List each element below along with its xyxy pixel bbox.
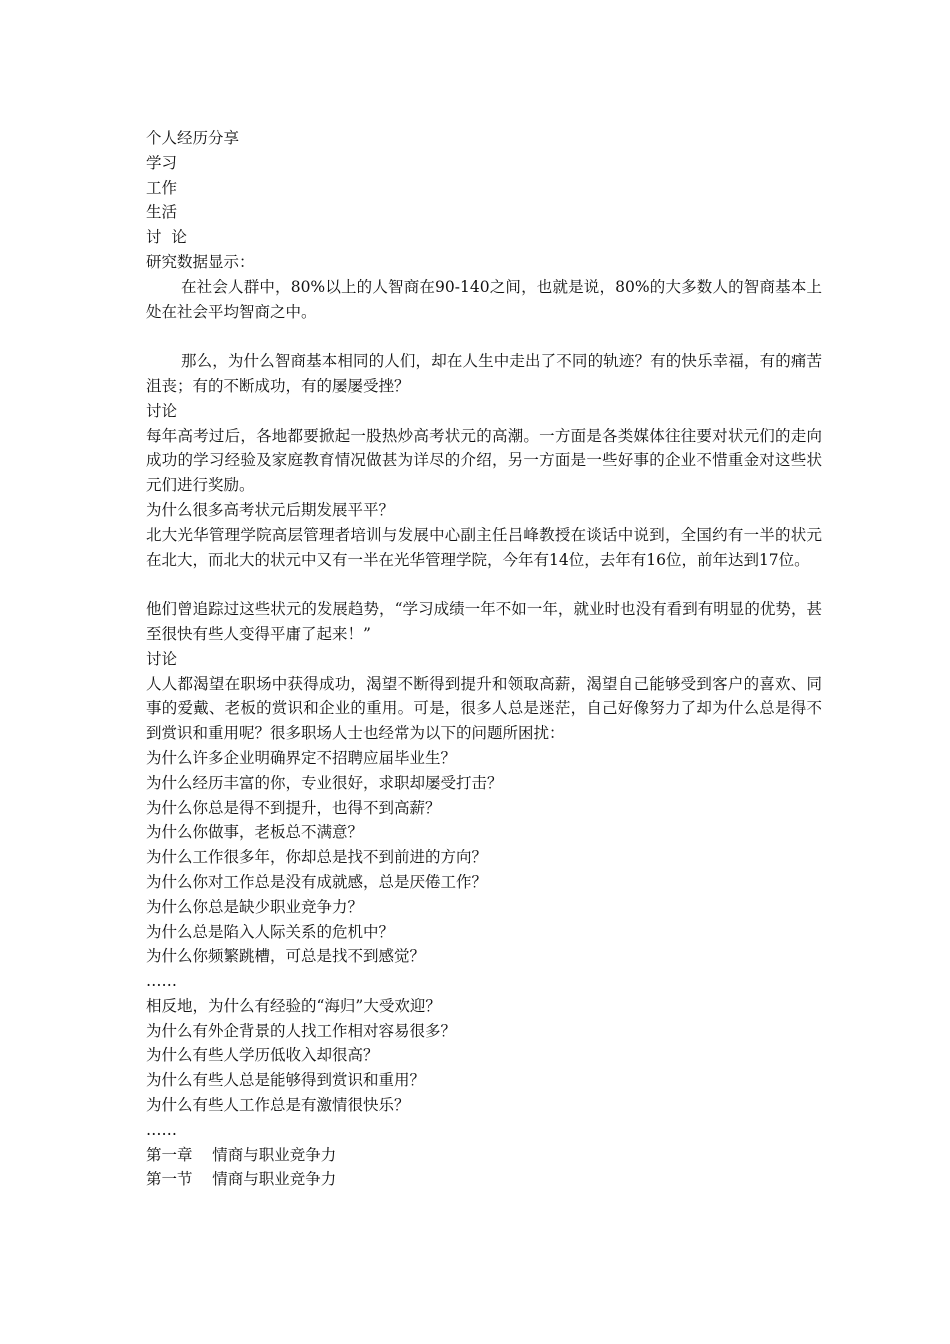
paragraph-peking-university: 北大光华管理学院高层管理者培训与发展中心副主任吕峰教授在谈话中说到，全国约有一半的状元在北大，而北大的状元中又有一半在光华管理学院，今年有14位，去年有16位，前年达到17位。	[146, 525, 822, 569]
blank-line	[146, 572, 822, 597]
outline-item-work: 工作	[146, 178, 178, 197]
question-item: 为什么你总是缺少职业竞争力？	[146, 897, 364, 916]
question-item: 为什么你做事，老板总不满意？	[146, 823, 364, 842]
discussion-heading: 讨论	[146, 649, 178, 668]
blank-line	[146, 324, 822, 349]
research-label: 研究数据显示：	[146, 252, 255, 271]
outline-item-life: 生活	[146, 203, 178, 222]
question-item: 为什么有些人工作总是有激情很快乐？	[146, 1096, 410, 1115]
paragraph-gaokao-champions: 每年高考过后，各地都要掀起一股热炒高考状元的高潮。一方面是各类媒体往往要对状元们的走向成功的学习经验及家庭教育情况做甚为详尽的介绍，另一方面是一些好事的企业不惜重金对这些状元们进行奖励。	[146, 426, 822, 495]
paragraph-iq-statistics: 在社会人群中，80%以上的人智商在90-140之间，也就是说，80%的大多数人的智商基本上处在社会平均智商之中。	[146, 277, 822, 321]
discussion-heading: 讨论	[146, 401, 178, 420]
question-item: 为什么经历丰富的你，专业很好，求职却屡受打击？	[146, 773, 503, 792]
ellipsis: ……	[146, 1120, 177, 1139]
question-item: 为什么许多企业明确界定不招聘应届毕业生？	[146, 748, 457, 767]
question-item: 为什么有些人总是能够得到赏识和重用？	[146, 1071, 426, 1090]
question-item: 为什么你总是得不到提升，也得不到高薪？	[146, 798, 441, 817]
question-item: 为什么有外企背景的人找工作相对容易很多？	[146, 1021, 457, 1040]
question-item: 相反地，为什么有经验的“海归”大受欢迎？	[146, 996, 441, 1015]
question-item: 为什么你频繁跳槽，可总是找不到感觉？	[146, 947, 426, 966]
outline-item-study: 学习	[146, 153, 178, 172]
question-item: 为什么总是陷入人际关系的危机中？	[146, 922, 395, 941]
document-body	[146, 126, 822, 1192]
section-heading: 第一节 情商与职业竞争力	[146, 1170, 337, 1189]
document-title: 个人经历分享	[146, 129, 240, 147]
paragraph-career-success: 人人都渴望在职场中获得成功，渴望不断得到提升和领取高薪，渴望自己能够受到客户的喜欢、同事的爱戴、老板的赏识和企业的重用。可是，很多人总是迷茫，自己好像努力了却为什么总是得不到赏识和重用呢？很多职场人士也经常为以下的问题所困扰：	[146, 674, 822, 743]
question-item: 为什么有些人学历低收入却很高？	[146, 1046, 379, 1065]
question-item: 为什么工作很多年，你却总是找不到前进的方向？	[146, 848, 488, 867]
chapter-heading: 第一章 情商与职业竞争力	[146, 1145, 337, 1164]
question-item: 为什么你对工作总是没有成就感，总是厌倦工作？	[146, 872, 488, 891]
paragraph-different-paths: 那么，为什么智商基本相同的人们，却在人生中走出了不同的轨迹？有的快乐幸福，有的痛苦沮丧；有的不断成功，有的屡屡受挫？	[146, 352, 822, 395]
outline-item-discussion: 讨 论	[146, 228, 187, 247]
ellipsis: ……	[146, 972, 177, 991]
paragraph-tracking-trend: 他们曾追踪过这些状元的发展趋势，“学习成绩一年不如一年，就业时也没有看到有明显的优势，甚至很快有些人变得平庸了起来！”	[146, 600, 822, 643]
question-champions: 为什么很多高考状元后期发展平平？	[146, 500, 395, 519]
